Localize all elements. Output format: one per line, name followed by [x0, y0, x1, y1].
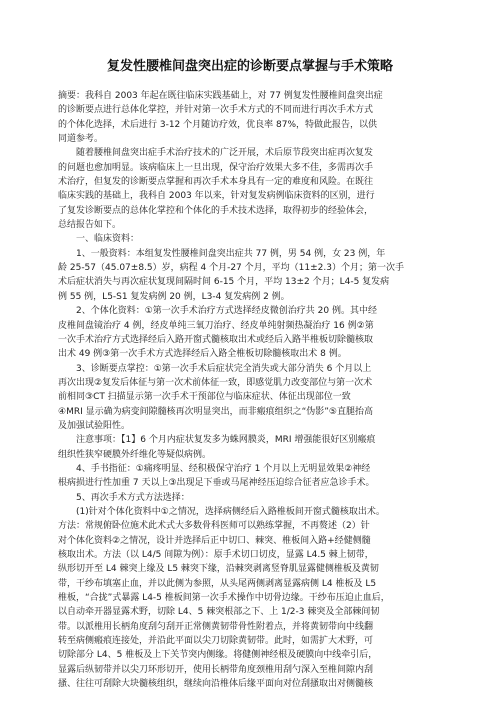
body-line: 1、一般资料：本组复发性腰椎间盘突出症共 77 例，男 54 例，女 23 例，年: [58, 248, 386, 259]
body-line: 随着腰椎间盘突出症手术治疗技术的广泛开展，术后原节段突出症再次复发: [58, 148, 374, 159]
body-line: 纵形切开至 L4 棘突上缘及 L5 棘突下缘，沿棘突剥离竖脊肌显露健侧椎板及黄韧: [58, 564, 379, 575]
body-line: 皮椎间盘镜治疗 4 例，经皮单纯三氧刀治疗、经皮单纯射频热凝治疗 16 例②第: [58, 320, 374, 331]
body-line: ④MRI 显示确为病变间隙髓核再次明显突出，而非瘢痕组织之“伪影”⑤直腿抬高: [58, 406, 373, 417]
document-body: [58, 89, 442, 691]
body-line: 切除部分 L4、5 椎板及上下关节突内侧缘。将健侧神经根及硬膜向中线牵引后，: [58, 650, 378, 661]
body-line: 一次手术治疗方式选择经后入路开窗式髓核取出术或经后入路半椎板切除髓核取: [58, 334, 374, 345]
body-line: 了复发诊断要点的总体化掌控和个体化的手术技术选择，取得初步的经验体会，: [58, 205, 374, 216]
body-line: 再次出现②复发后体征与第一次术前体征一致，即感觉肌力改变部位与第一次术: [58, 377, 373, 388]
body-line: 的问题也愈加明显。该病临床上一旦出现，保守治疗效果大多不佳，多需再次手: [58, 162, 374, 173]
body-line: 前相同③CT 扫描显示第一次手术干预部位与临床症状、体征出现部位一致: [58, 392, 351, 403]
body-line: 核取出术。方法（以 L4/5 间隙为例）：原手术切口切皮，显露 L4.5 棘上韧带，: [58, 550, 374, 560]
body-line: 对个体化资料②之情况，设计并选择后正中切口、棘突、椎板间入路+经健侧髓: [58, 535, 371, 546]
body-line: 带。以派椎用长柄角度刮匀刮开正常侧黄韧带骨性附着点，并将黄韧带向中线翻: [58, 621, 374, 632]
body-line: 术治疗，但复发的诊断要点掌握和再次手术本身具有一定的难度和风险。在既往: [58, 177, 374, 188]
body-line: 术后症状消失与再次症状复现间隔时间 6-15 个月，平均 13±2 个月；L4-5 复发病: [58, 277, 390, 288]
body-line: 临床实践的基础上，我科自 2003 年以来，针对复发病例临床资料的区别，进行: [58, 191, 375, 202]
body-line: 5、再次手术方式方法选择：: [58, 492, 190, 503]
body-line: (1)针对个体化资料中①之情况，选择病侧经后入路椎板间开窗式髓核取出术。: [58, 506, 385, 517]
body-line: 的诊断要点进行总体化掌控，并针对第一次手术方式的不同而进行再次手术方式: [58, 105, 374, 116]
body-line: 出术 49 例③第一次手术方式选择经后入路全椎板切除髓核取出术 8 例。: [58, 349, 347, 360]
body-line: 搔、往往可刮除大块髓核组织，继续向沿椎体后缘平面向对位刮搔取出对侧髓核: [58, 679, 374, 690]
body-line: 注意事项：【1】6 个月内症状复发多为蛛网膜炎，MRI 增强能很好区别瘢痕: [58, 435, 376, 446]
body-line: 转至病侧瘢痕连接处，并沿此平面以尖刀切除黄韧带。此时，如需扩大术野，可: [58, 636, 374, 647]
body-line: 方法：常规俯卧位施术此术式大多数骨科医师可以熟练掌握，不再赘述（2）针: [58, 521, 370, 532]
body-line: 的个体化选择，术后进行 3-12 个月随访疗效，优良率 87%，特做此报告，以供: [58, 119, 378, 130]
body-line: 3、诊断要点掌控：①第一次手术后症状完全消失或大部分消失 6 个月以上: [58, 363, 372, 374]
body-line: 组织性狭窄硬膜外纤维化等疑似病例。: [58, 449, 212, 460]
body-line: 摘要：我科自 2003 年起在既往临床实践基础上，对 77 例复发性腰椎间盘突出症: [58, 91, 383, 101]
body-line: 根病损进行性加重 7 天以上③出现足下垂或马尾神经压迫综合征者应急诊手术。: [58, 478, 375, 489]
body-line: 以自动牵开器显露术野，切除 L4、5 棘突根部之下、上 1/2-3 棘突及全部棘间韧: [58, 607, 380, 618]
body-line: 及加强试验阳性。: [58, 420, 131, 431]
body-line: 2、个体化资料：①第一次手术治疗方式选择经皮微创治疗共 20 例。其中经: [58, 306, 377, 317]
body-line: 带，干纱布填塞止血，并以此侧为参照，从头尾两侧剥离显露病侧 L4 椎板及 L5: [58, 578, 377, 589]
body-line: 总结报告如下。: [58, 220, 122, 231]
body-line: 4、手书指征：①痛疼明显、经积极保守治疗 1 个月以上无明显效果②神经: [58, 463, 371, 474]
body-line: 一、临床资料：: [58, 234, 140, 245]
body-line: 显露后纵韧带并以尖刀环形切开，使用长柄带角度颈椎用刮勺深入至椎间隙内刮: [58, 664, 374, 675]
body-line: 例 55 例，L5-S1 复发病例 20 例，L3-4 复发病例 2 例。: [58, 291, 290, 302]
body-line: 龄 25-57（45.07±8.5）岁，病程 4 个月-27 个月，平均（11±2.3）个月；第一次手: [58, 263, 404, 274]
body-line: 同道参考。: [58, 134, 104, 145]
body-line: 椎板，“合拢”式暴露 L4-5 椎板间第一次手术操作中切骨边缘。干纱布压迫止血后，: [58, 593, 390, 604]
document-title: 复发性腰椎间盘突出症的诊断要点掌握与手术策略: [106, 59, 393, 74]
